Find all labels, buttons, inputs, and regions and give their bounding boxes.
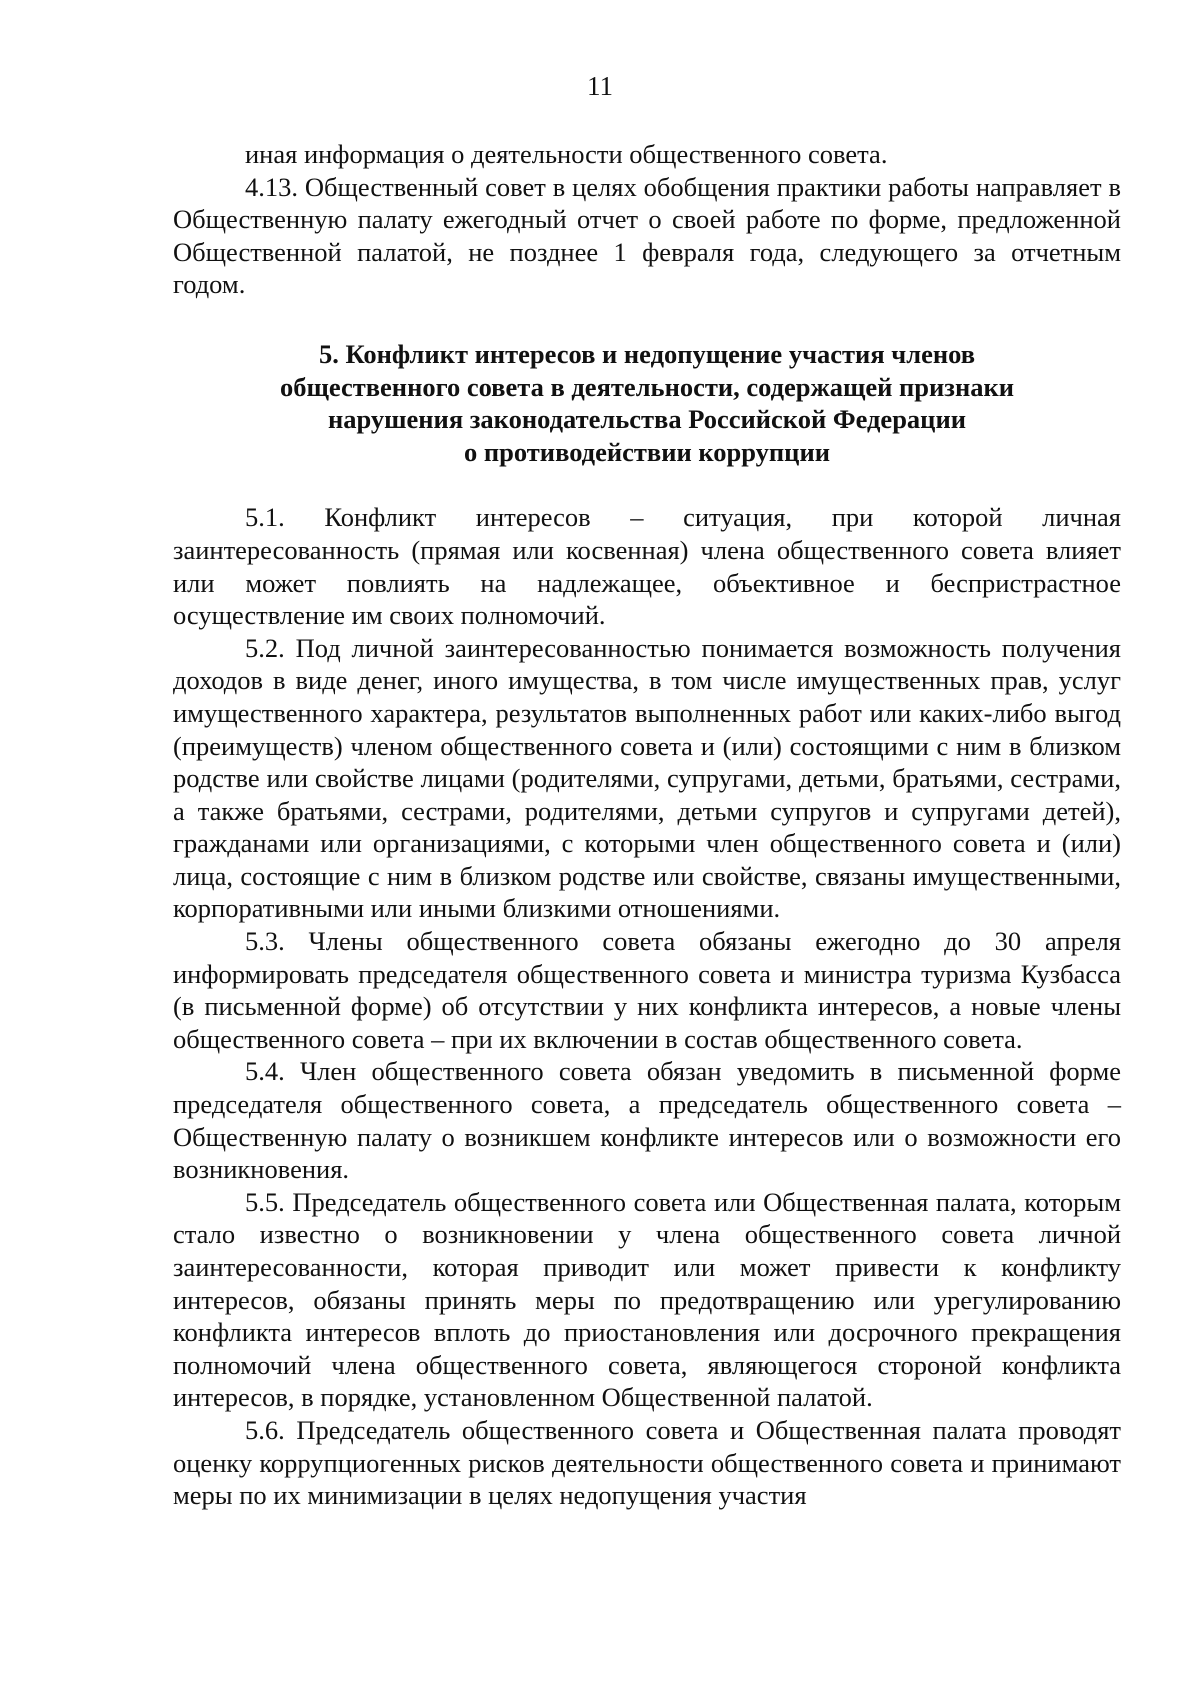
page-number: 11 (587, 71, 613, 101)
paragraph-5-4: 5.4. Член общественного совета обязан уведомить в письменной форме председателя общественного совета, а председатель общественного совета – Общественную палату о возникшем конфликте интересов или о возможности его возникновения. (173, 1056, 1121, 1185)
heading-line: 5. Конфликт интересов и недопущение участия членов (318, 338, 976, 369)
paragraph-5-3: 5.3. Члены общественного совета обязаны ежегодно до 30 апреля информировать председателя общественного совета и министра туризма Кузбасса (в письменной форме) об отсутствии у них конфликта интересов, а новые члены общественного совета – при их включении в состав общественного совета. (173, 926, 1121, 1054)
section-5-heading (173, 338, 1121, 468)
heading-line: общественного совета в деятельности, содержащей признаки (279, 371, 1015, 402)
paragraph-5-2: 5.2. Под личной заинтересованностью понимается возможность получения доходов в виде денег, иного имущества, в том числе имущественных прав, услуг имущественного характера, результатов выполненных работ или каких-либо выгод (преимуществ) членом общественного совета и (или) состоящими с ним в близком родстве или свойстве лицами (родителями, супругами, детьми, братьями, сестрами, а также братьями, сестрами, родителями, детьми супругов и супругами детей), гражданами или организациями, с которыми член общественного совета и (или) лица, состоящие с ним в близком родстве или свойстве, связаны имущественными, корпоративными или иными близкими отношениями. (173, 632, 1121, 924)
paragraph-5-1: 5.1. Конфликт интересов – ситуация, при которой личная заинтересованность (прямая или косвенная) члена общественного совета влияет или может повлиять на надлежащее, объективное и беспристрастное осуществление им своих полномочий. (173, 502, 1121, 631)
paragraph-continuation: иная информация о деятельности общественного совета. (245, 139, 888, 169)
paragraph-4-13: 4.13. Общественный совет в целях обобщения практики работы направляет в Общественную палату ежегодный отчет о своей работе по форме, предложенной Общественной палатой, не позднее 1 февраля года, следующего за отчетным годом. (173, 171, 1121, 300)
paragraph-5-5: 5.5. Председатель общественного совета или Общественная палата, которым стало известно о возникновении у члена общественного совета личной заинтересованности, которая приводит или может привести к конфликту интересов, обязаны принять меры по предотвращению или урегулированию конфликта интересов вплоть до приостановления или досрочного прекращения полномочий члена общественного совета, являющегося стороной конфликта интересов, в порядке, установленном Общественной палатой. (173, 1186, 1121, 1413)
heading-line: нарушения законодательства Российской Федерации (327, 404, 966, 435)
paragraph-5-6: 5.6. Председатель общественного совета и Общественная палата проводят оценку коррупциогенных рисков деятельности общественного совета и принимают меры по их минимизации в целях недопущения участия (173, 1414, 1121, 1511)
document-body (173, 138, 1121, 1512)
heading-line: о противодействии коррупции (464, 436, 830, 467)
